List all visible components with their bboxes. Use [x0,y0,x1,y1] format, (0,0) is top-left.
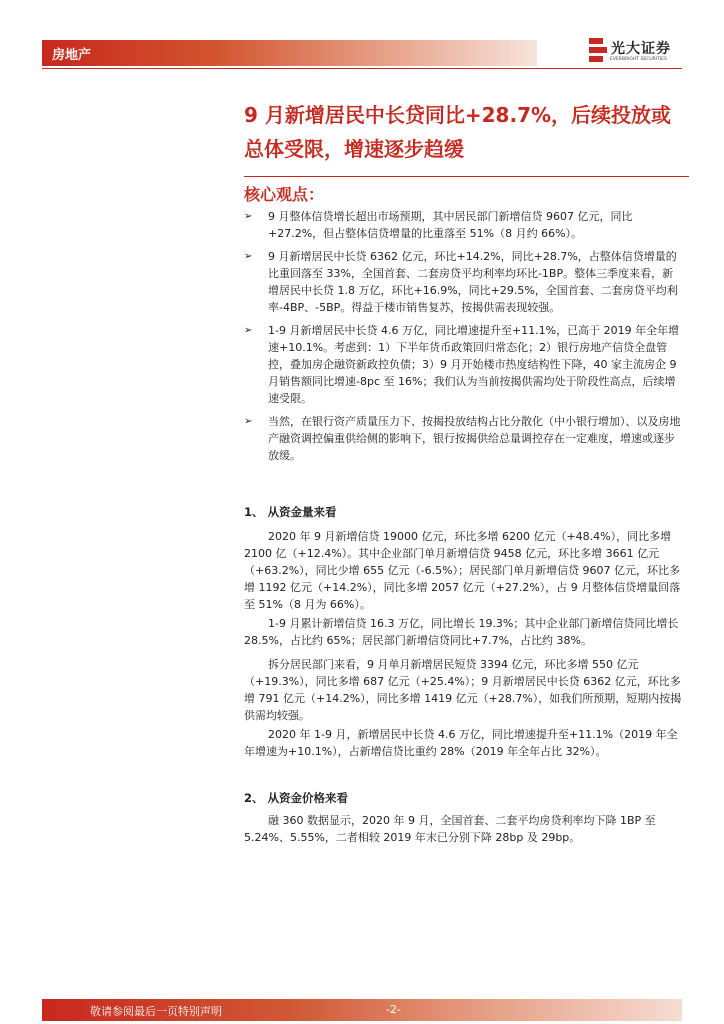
section-heading-price: 2、 从资金价格来看 [244,791,349,805]
report-title: 9 月新增居民中长贷同比+28.7%，后续投放或总体受限，增速逐步趋缓 [244,103,672,161]
logo-text-en: EVERBRIGHT SECURITIES [610,57,667,62]
core-view-text: 当然，在银行资产质量压力下、按揭投放结构占比分散化（中小银行增加）、以及房地产融资调控偏重供给侧的影响下，银行按揭供给总量调控存在一定难度，增速或逐步放缓。 [268,415,681,462]
core-view-item [244,208,684,242]
paragraph: 1-9 月累计新增信贷 16.3 万亿，同比增长 19.3%；其中企业部门新增信贷同比增长 28.5%，占比约 65%；居民部门新增信贷同比+7.7%，占比约 38%。 [244,617,679,647]
logo-mark-icon [589,38,607,62]
bullet-arrow-icon: ➢ [244,211,253,222]
header-divider [42,68,682,69]
page-number: -2- [386,1003,401,1016]
core-view-item [244,413,684,464]
header-bar [42,40,537,66]
title-divider [244,176,689,177]
core-view-text: 9 月整体信贷增长超出市场预期，其中居民部门新增信贷 9607 亿元，同比+27.2%，但占整体信贷增量的比重落至 51%（8 月约 66%）。 [268,210,633,240]
sector-label: 房地产 [52,48,92,63]
section-heading-volume: 1、 从资金量来看 [244,505,337,519]
core-views-heading: 核心观点： [244,185,325,204]
core-view-text: 9 月新增居民中长贷 6362 亿元，环比+14.2%，同比+28.7%，占整体信贷增量的比重回落至 33%，全国首套、二套房贷平均利率均环比-1BP。整体三季度来看，新增居民中长贷 1.8 万亿，环比+16.9%，同比+29.5%，全国首套、二套房贷平均利率-4BP、-5BP。得益于楼市销售复苏，按揭供需表现较强。 [268,250,678,314]
logo-text-cn: 光大证券 [611,41,671,57]
everbright-logo [589,36,685,66]
footer-disclaimer: 敬请参阅最后一页特别声明 [90,1005,222,1018]
bullet-arrow-icon: ➢ [244,416,253,427]
paragraph: 拆分居民部门来看，9 月单月新增居民短贷 3394 亿元，环比多增 550 亿元（+19.3%），同比多增 687 亿元（+25.4%）；9 月新增居民中长贷 6362 亿元，环比多增 791 亿元（+14.2%），同比多增 1419 亿元（+28.7%），如我们所预期，短期内按揭供需均较强。 [244,658,682,722]
core-view-item [244,322,684,407]
bullet-arrow-icon: ➢ [244,251,253,262]
bullet-arrow-icon: ➢ [244,325,253,336]
core-view-text: 1-9 月新增居民中长贷 4.6 万亿，同比增速提升至+11.1%，已高于 2019 年全年增速+10.1%。考虑到：1）下半年货币政策回归常态化；2）银行房地产信贷全盘管控，叠加房企融资新政控负债；3）9 月开始楼市热度结构性下降，40 家主流房企 9 月销售额同比增速-8pc 至 16%；我们认为当前按揭供需均处于阶段性高点，后续增速受限。 [268,324,680,405]
footer-bar [42,999,682,1021]
core-view-item [244,248,684,316]
paragraph: 2020 年 1-9 月，新增居民中长贷 4.6 万亿，同比增速提升至+11.1%（2019 年全年增速为+10.1%），占新增信贷比重约 28%（2019 年全年占比 32%）。 [244,728,678,758]
paragraph: 2020 年 9 月新增信贷 19000 亿元，环比多增 6200 亿元（+48.4%），同比多增 2100 亿（+12.4%）。其中企业部门单月新增信贷 9458 亿元，环比多增 3661 亿元（+63.2%），同比少增 655 亿元（-6.5%）；居民部门单月新增信贷 9607 亿元，环比多增 1192 亿元（+14.2%），同比多增 2057 亿元（+27.2%），占 9 月整体信贷增量回落至 51%（8 月为 66%）。 [244,530,681,611]
paragraph: 融 360 数据显示，2020 年 9 月，全国首套、二套平均房贷利率均下降 1BP 至 5.24%、5.55%，二者相较 2019 年末已分别下降 28bp 及 29bp。 [244,814,656,844]
core-views-list [244,208,684,470]
